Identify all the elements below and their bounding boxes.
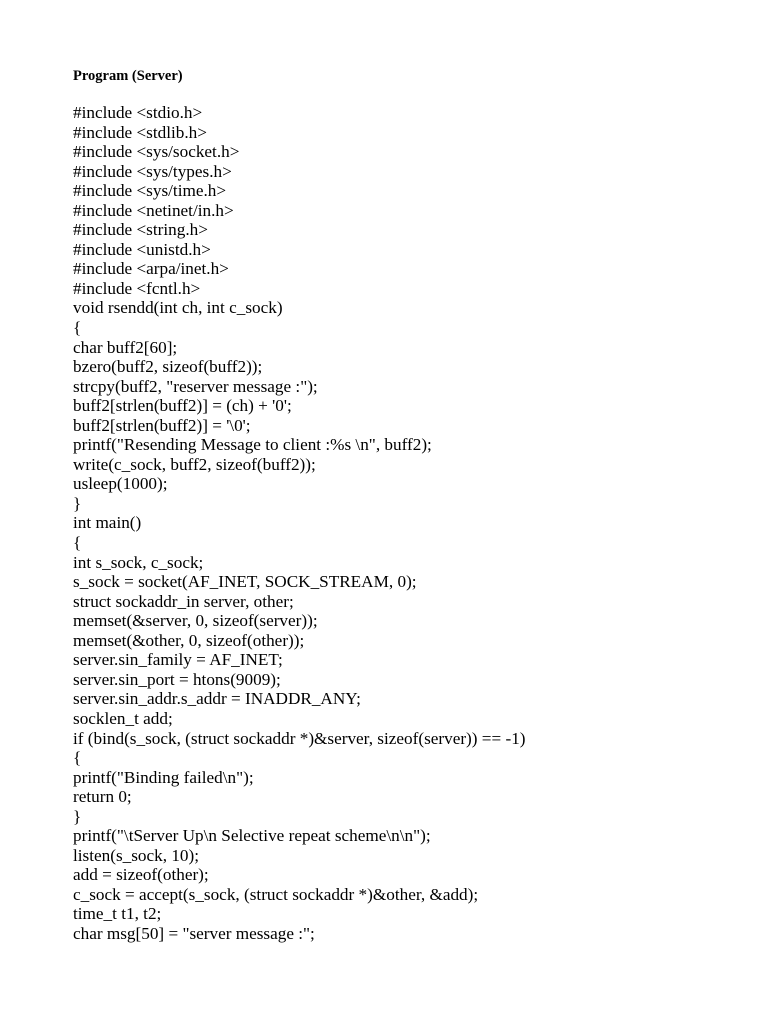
code-line: #include <sys/time.h> <box>73 181 227 201</box>
code-line: printf("Binding failed\n"); <box>73 767 254 787</box>
code-line: usleep(1000); <box>73 474 168 494</box>
code-line: struct sockaddr_in server, other; <box>73 591 294 611</box>
code-line: socklen_t add; <box>73 708 173 728</box>
code-line: printf("Resending Message to client :%s \n", buff2); <box>73 435 432 455</box>
code-line: printf("\tServer Up\n Selective repeat scheme\n\n"); <box>73 826 431 846</box>
document-page <box>73 66 753 944</box>
code-line: #include <sys/socket.h> <box>73 142 240 162</box>
code-line: add = sizeof(other); <box>73 865 209 885</box>
code-listing <box>73 103 753 944</box>
code-line: buff2[strlen(buff2)] = (ch) + '0'; <box>73 396 292 416</box>
code-line: if (bind(s_sock, (struct sockaddr *)&server, sizeof(server)) == -1) <box>73 728 526 748</box>
code-line: } <box>73 806 82 826</box>
code-line: listen(s_sock, 10); <box>73 845 200 865</box>
code-line: c_sock = accept(s_sock, (struct sockaddr *)&other, &add); <box>73 884 479 904</box>
code-line: bzero(buff2, sizeof(buff2)); <box>73 357 263 377</box>
code-line: #include <sys/types.h> <box>73 161 232 181</box>
code-line: return 0; <box>73 787 132 807</box>
code-line: server.sin_addr.s_addr = INADDR_ANY; <box>73 689 361 709</box>
code-line: server.sin_family = AF_INET; <box>73 650 283 670</box>
code-line: { <box>73 533 82 553</box>
code-line: #include <unistd.h> <box>73 239 211 259</box>
code-line: s_sock = socket(AF_INET, SOCK_STREAM, 0); <box>73 572 417 592</box>
code-line: memset(&other, 0, sizeof(other)); <box>73 630 305 650</box>
code-line: server.sin_port = htons(9009); <box>73 669 281 689</box>
code-line: int main() <box>73 513 142 533</box>
code-line: { <box>73 748 82 768</box>
code-line: time_t t1, t2; <box>73 904 162 924</box>
code-line: memset(&server, 0, sizeof(server)); <box>73 611 318 631</box>
code-line: strcpy(buff2, "reserver message :"); <box>73 376 318 396</box>
program-heading: Program (Server) <box>73 68 183 84</box>
code-line: { <box>73 318 82 338</box>
code-line: char msg[50] = "server message :"; <box>73 923 315 943</box>
code-line: #include <stdio.h> <box>73 103 203 122</box>
code-line: #include <string.h> <box>73 220 208 240</box>
code-line: int s_sock, c_sock; <box>73 552 204 572</box>
code-line: void rsendd(int ch, int c_sock) <box>73 298 283 318</box>
code-line: char buff2[60]; <box>73 337 178 357</box>
code-line: #include <stdlib.h> <box>73 122 207 142</box>
code-line: } <box>73 493 82 513</box>
code-line: #include <fcntl.h> <box>73 278 201 298</box>
code-line: write(c_sock, buff2, sizeof(buff2)); <box>73 454 316 474</box>
code-line: #include <netinet/in.h> <box>73 200 234 220</box>
code-line: buff2[strlen(buff2)] = '\0'; <box>73 415 251 435</box>
code-line: #include <arpa/inet.h> <box>73 259 229 279</box>
